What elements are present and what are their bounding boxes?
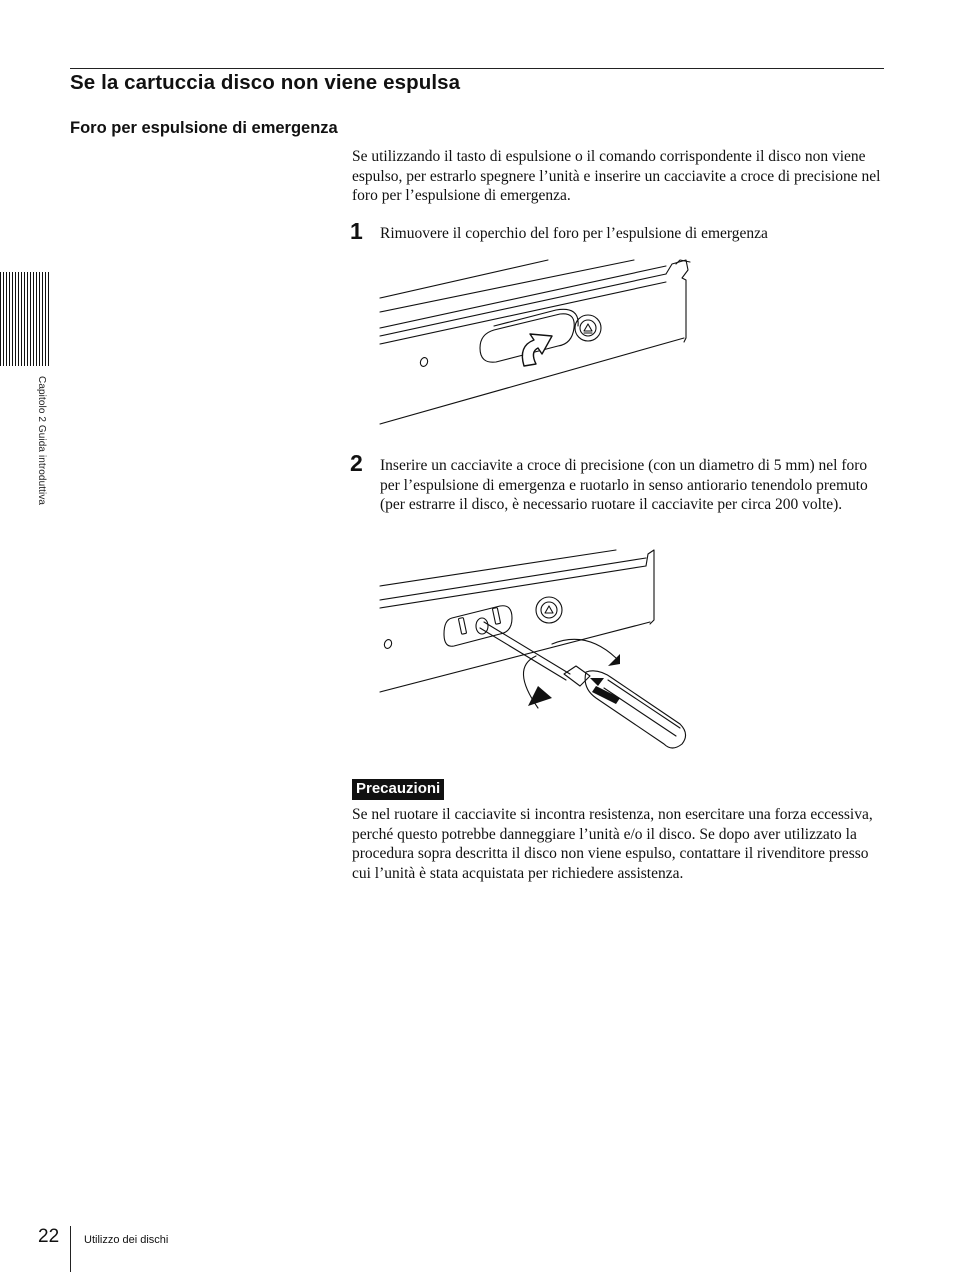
section-subtitle: Foro per espulsione di emergenza <box>70 119 338 137</box>
header-rule <box>70 68 884 69</box>
page-number: 22 <box>38 1226 60 1247</box>
chapter-label: Capitolo 2 Guida introduttiva <box>36 376 47 506</box>
screwdriver-illustration <box>376 546 694 752</box>
step-1-number: 1 <box>350 218 363 244</box>
chapter-tab-marker <box>0 272 49 366</box>
cover-removal-illustration <box>376 256 694 430</box>
step-2-text: Inserire un cacciavite a croce di precisione (con un diametro di 5 mm) nel foro per l’espulsione di emergenza e ruotarlo in senso antiorario tenendolo premuto (per estrarre il disco, è necessario ruotare il cacciavite per circa 200 volte). <box>380 457 868 513</box>
footer-divider <box>70 1226 71 1272</box>
caution-text: Se nel ruotare il cacciavite si incontra resistenza, non esercitare una forza eccessiva, perché questo potrebbe danneggiare l’unità e/o il disco. Se dopo aver utilizzato la procedura sopra descritta il disco non viene espulso, contattare il rivenditore presso cui l’unità è stata acquistata per richiedere assistenza. <box>352 806 873 882</box>
intro-paragraph: Se utilizzando il tasto di espulsione o il comando corrispondente il disco non viene espulso, per estrarlo spegnere l’unità e inserire un cacciavite a croce di precisione nel foro per l’espulsione di emergenza. <box>352 148 881 204</box>
step-2-number: 2 <box>350 450 363 476</box>
step-1-text: Rimuovere il coperchio del foro per l’espulsione di emergenza <box>380 225 768 242</box>
section-title: Se la cartuccia disco non viene espulsa <box>70 71 461 94</box>
footer-section-name: Utilizzo dei dischi <box>84 1234 169 1246</box>
caution-label: Precauzioni <box>352 779 444 800</box>
